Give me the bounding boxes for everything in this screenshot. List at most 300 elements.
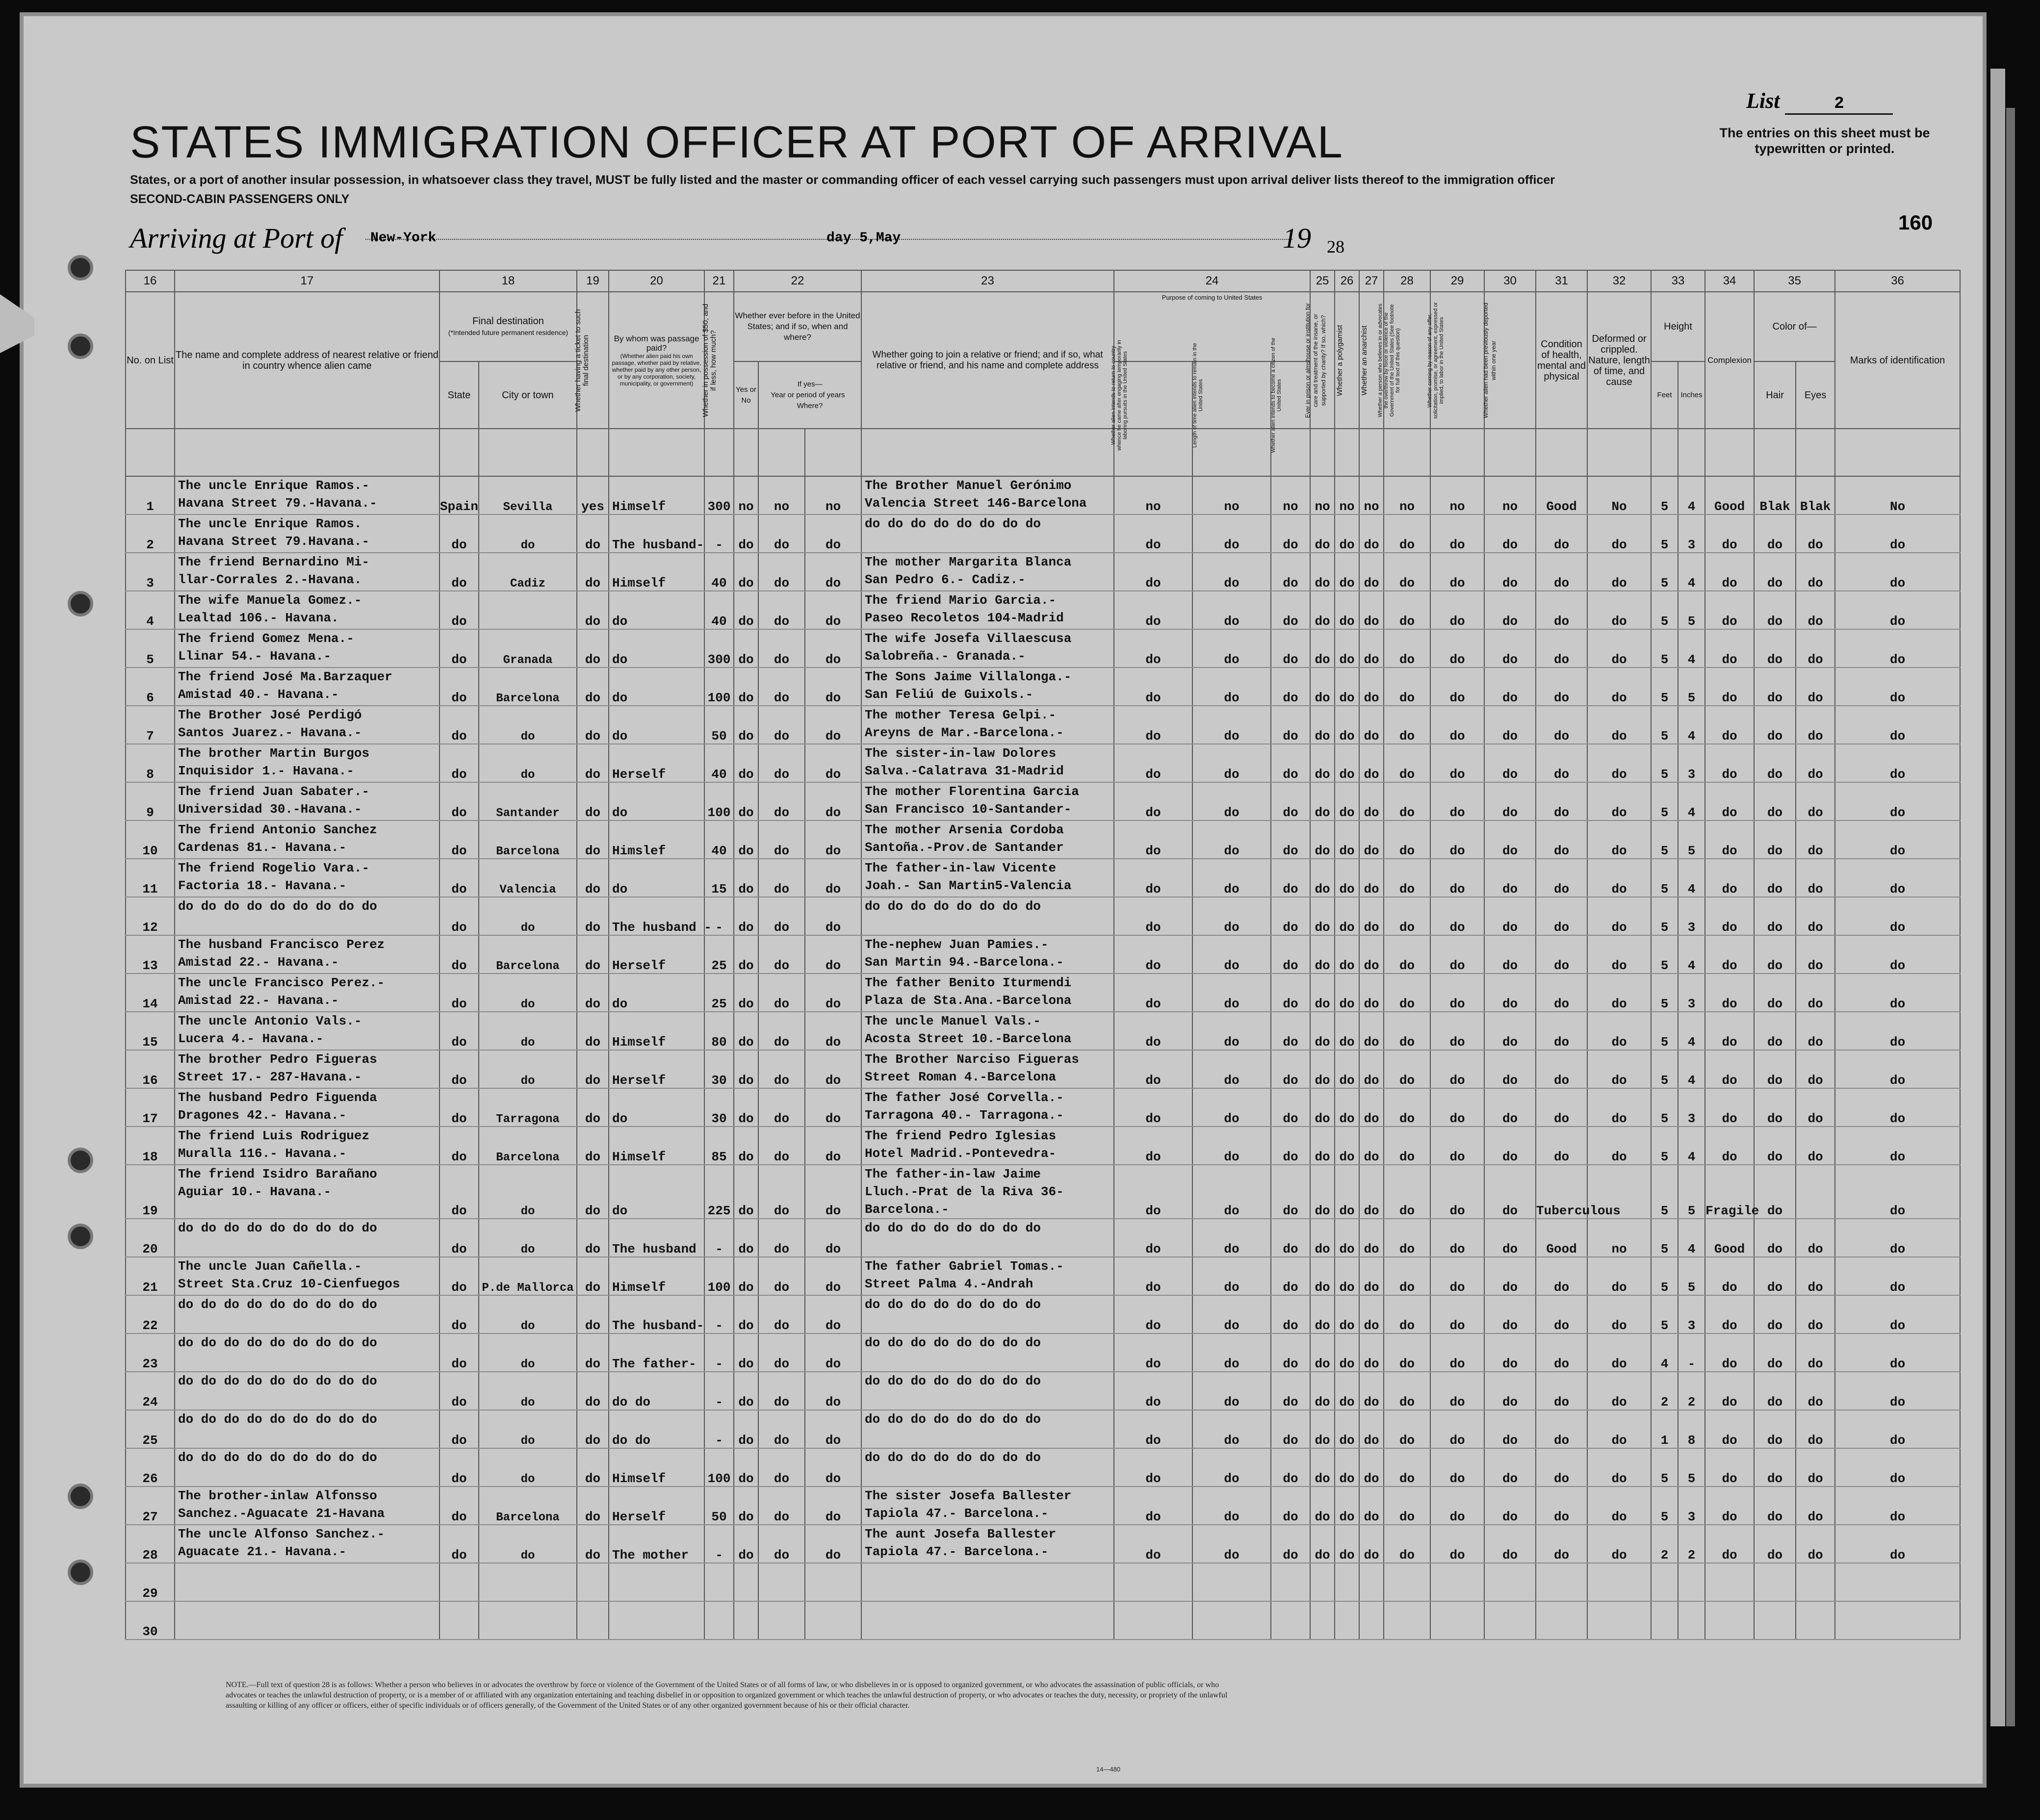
year-cell: do — [758, 782, 805, 820]
city-cell: do — [479, 1012, 577, 1050]
state-cell: do — [439, 1410, 479, 1448]
relative-cell — [175, 1295, 439, 1333]
relative-line: Lealtad 106.- Havana. — [178, 611, 339, 625]
year-suffix: 28 — [1327, 237, 1344, 256]
deformed-cell — [1587, 1601, 1651, 1640]
column-number: 19 — [577, 270, 609, 292]
relative-line: The friend Gomez Mena.- — [178, 631, 354, 646]
c28-cell: do — [1384, 667, 1430, 706]
p1-cell: do — [1114, 782, 1192, 820]
eyes-cell — [1796, 1601, 1835, 1640]
p3-cell: do — [1271, 1165, 1310, 1219]
year-cell: do — [758, 1487, 805, 1525]
page-edge — [1990, 69, 2005, 1726]
c29-cell: do — [1430, 1372, 1484, 1410]
complexion-cell: do — [1705, 1295, 1754, 1333]
eyes-cell: do — [1796, 553, 1835, 591]
where-cell: no — [805, 476, 861, 514]
ticket-cell: yes — [577, 476, 609, 514]
complexion-cell — [1705, 1563, 1754, 1601]
marks-cell: do — [1835, 1127, 1960, 1165]
deformed-cell: do — [1587, 1050, 1651, 1088]
c26-cell: do — [1335, 859, 1359, 897]
health-cell: do — [1536, 1410, 1587, 1448]
inches-cell: 3 — [1678, 974, 1705, 1012]
joining-line: Salobreña.- Granada.- — [865, 649, 1026, 664]
relative-cell — [175, 1219, 439, 1257]
state-cell: do — [439, 667, 479, 706]
state-cell: do — [439, 1487, 479, 1525]
c28-cell: do — [1384, 1333, 1430, 1372]
marks-cell: do — [1835, 1219, 1960, 1257]
marks-cell: do — [1835, 553, 1960, 591]
joining-cell — [861, 1295, 1114, 1333]
p3-cell: do — [1271, 667, 1310, 706]
p1-cell: do — [1114, 1410, 1192, 1448]
no-cell: 12 — [126, 897, 175, 935]
c26-cell: do — [1335, 1295, 1359, 1333]
c27-cell: do — [1359, 1257, 1384, 1295]
c29-cell: do — [1430, 1219, 1484, 1257]
binder-hole — [68, 1224, 93, 1249]
p2-cell: do — [1192, 1050, 1271, 1088]
p1-cell: do — [1114, 1448, 1192, 1487]
c30-cell: no — [1484, 476, 1536, 514]
year-cell: do — [758, 1333, 805, 1372]
relative-cell — [175, 1448, 439, 1487]
year-cell: do — [758, 591, 805, 629]
relative-line: do do do do do do do do do — [178, 1450, 377, 1465]
relative-line: The uncle Enrique Ramos. — [178, 516, 362, 531]
joining-line: San Pedro 6.- Cadiz.- — [865, 572, 1026, 587]
complexion-cell: do — [1705, 859, 1754, 897]
city-cell: Barcelona — [479, 820, 577, 859]
joining-line: Hotel Madrid.-Pontevedra- — [865, 1146, 1057, 1161]
inches-cell: 4 — [1678, 1012, 1705, 1050]
header-purpose-b: Length of time alien intends to remain in the United States — [1192, 361, 1271, 429]
no-cell: 29 — [126, 1563, 175, 1601]
c29-cell: do — [1430, 782, 1484, 820]
c26-cell: do — [1335, 629, 1359, 667]
no-cell: 9 — [126, 782, 175, 820]
c25-cell: do — [1310, 859, 1335, 897]
relative-line: do do do do do do do do do — [178, 1412, 377, 1427]
c27-cell: do — [1359, 591, 1384, 629]
joining-line: The mother Arsenia Cordoba — [865, 822, 1064, 837]
state-cell: do — [439, 1127, 479, 1165]
money-cell: - — [704, 1372, 734, 1410]
relative-line: The brother Pedro Figueras — [178, 1052, 377, 1067]
c30-cell: do — [1484, 553, 1536, 591]
no-cell: 28 — [126, 1525, 175, 1563]
inches-cell: 5 — [1678, 1257, 1705, 1295]
c25-cell: do — [1310, 1410, 1335, 1448]
paid-cell: Himself — [609, 1012, 704, 1050]
money-cell: 100 — [704, 667, 734, 706]
header-feet: Feet — [1651, 361, 1678, 429]
c25-cell: do — [1310, 974, 1335, 1012]
relative-cell — [175, 1601, 439, 1640]
joining-line: The father-in-law Vicente — [865, 861, 1057, 875]
c29-cell: do — [1430, 1487, 1484, 1525]
p3-cell: do — [1271, 1372, 1310, 1410]
relative-line: The friend Bernardino Mi- — [178, 555, 370, 569]
relative-line: Lucera 4.- Havana.- — [178, 1031, 324, 1046]
health-cell: do — [1536, 1448, 1587, 1487]
joining-line: San Feliú de Guixols.- — [865, 687, 1033, 702]
joining-line: San Martin 94.-Barcelona.- — [865, 955, 1064, 970]
relative-line: Cardenas 81.- Havana.- — [178, 840, 347, 855]
relative-line: The uncle Juan Cañella.- — [178, 1259, 362, 1274]
column-number: 18 — [439, 270, 577, 292]
year-cell: do — [758, 553, 805, 591]
c30-cell: do — [1484, 859, 1536, 897]
no-cell: 10 — [126, 820, 175, 859]
relative-line: Amistad 22.- Havana.- — [178, 955, 339, 970]
where-cell: do — [805, 935, 861, 974]
header-complexion: Complexion — [1705, 292, 1754, 429]
joining-line: The father Gabriel Tomas.- — [865, 1259, 1064, 1274]
ticket-cell: do — [577, 1050, 609, 1088]
header-final-destination: Final destination (*Intended future permanent residence) — [439, 292, 577, 361]
c27-cell — [1359, 1601, 1384, 1640]
city-cell: do — [479, 1295, 577, 1333]
joining-cell — [861, 974, 1114, 1012]
c27-cell: do — [1359, 706, 1384, 744]
hair-cell: do — [1754, 1088, 1796, 1127]
health-cell — [1536, 1601, 1587, 1640]
joining-cell — [861, 1448, 1114, 1487]
c28-cell: do — [1384, 859, 1430, 897]
p3-cell: do — [1271, 974, 1310, 1012]
eyes-cell: do — [1796, 1410, 1835, 1448]
marks-cell: do — [1835, 1012, 1960, 1050]
header-purpose-c: Whether alien intends to become a citizen of the United States — [1271, 361, 1310, 429]
joining-cell — [861, 476, 1114, 514]
complexion-cell: do — [1705, 514, 1754, 553]
ticket-cell: do — [577, 1410, 609, 1448]
p3-cell: do — [1271, 859, 1310, 897]
p2-cell: do — [1192, 897, 1271, 935]
no-cell: 23 — [126, 1333, 175, 1372]
header-q29: Whether coming by reason of any offer, solicitation, promise, or agreement, expressed or implied, to labor in the United States — [1430, 292, 1484, 429]
joining-line: The-nephew Juan Pamies.- — [865, 937, 1049, 952]
marks-cell: do — [1835, 1165, 1960, 1219]
c29-cell: do — [1430, 514, 1484, 553]
joining-cell — [861, 1333, 1114, 1372]
relative-cell — [175, 897, 439, 935]
marks-cell: do — [1835, 897, 1960, 935]
table-row — [126, 629, 1960, 667]
p2-cell: do — [1192, 667, 1271, 706]
c28-cell: do — [1384, 1165, 1430, 1219]
p1-cell: do — [1114, 1487, 1192, 1525]
complexion-cell: do — [1705, 667, 1754, 706]
p3-cell — [1271, 1563, 1310, 1601]
c25-cell: do — [1310, 1333, 1335, 1372]
joining-line: The uncle Manuel Vals.- — [865, 1014, 1041, 1028]
paid-cell: The husband - — [609, 897, 704, 935]
c30-cell: do — [1484, 1165, 1536, 1219]
joining-line: The aunt Josefa Ballester — [865, 1527, 1057, 1541]
header-row-top — [126, 292, 1960, 361]
city-cell: P.de Mallorca — [479, 1257, 577, 1295]
c25-cell: no — [1310, 476, 1335, 514]
relative-line: The friend Isidro Barañano — [178, 1167, 377, 1181]
c25-cell: do — [1310, 820, 1335, 859]
eyes-cell: do — [1796, 1372, 1835, 1410]
header-city: City or town — [479, 361, 577, 429]
c29-cell: do — [1430, 667, 1484, 706]
deformed-cell: do — [1587, 974, 1651, 1012]
hair-cell: do — [1754, 1372, 1796, 1410]
p3-cell: do — [1271, 1448, 1310, 1487]
state-cell: do — [439, 782, 479, 820]
where-cell: do — [805, 1165, 861, 1219]
c29-cell: do — [1430, 1012, 1484, 1050]
city-cell: Barcelona — [479, 1487, 577, 1525]
c25-cell: do — [1310, 629, 1335, 667]
column-number: 33 — [1651, 270, 1705, 292]
joining-line: do do do do do do do do — [865, 516, 1041, 531]
city-cell: do — [479, 1525, 577, 1563]
hair-cell: do — [1754, 859, 1796, 897]
deformed-cell: do — [1587, 1012, 1651, 1050]
before-cell: do — [734, 629, 758, 667]
c27-cell: do — [1359, 514, 1384, 553]
c28-cell: do — [1384, 974, 1430, 1012]
p1-cell: do — [1114, 859, 1192, 897]
money-cell: 40 — [704, 820, 734, 859]
no-cell: 5 — [126, 629, 175, 667]
table-row — [126, 706, 1960, 744]
joining-line: Santoña.-Prov.de Santander — [865, 840, 1064, 855]
year-cell: do — [758, 859, 805, 897]
p3-cell: do — [1271, 1525, 1310, 1563]
relative-cell — [175, 1333, 439, 1372]
header-money: Whether in possession of $50, and if less, how much? — [704, 292, 734, 429]
p1-cell: do — [1114, 1257, 1192, 1295]
ticket-cell: do — [577, 974, 609, 1012]
relative-cell — [175, 1525, 439, 1563]
column-number: 25 — [1310, 270, 1335, 292]
column-number: 26 — [1335, 270, 1359, 292]
eyes-cell — [1796, 1165, 1835, 1219]
ticket-cell: do — [577, 820, 609, 859]
paid-cell: do — [609, 782, 704, 820]
deformed-cell: do — [1587, 1295, 1651, 1333]
ticket-cell: do — [577, 782, 609, 820]
page-edge-shadow — [2006, 108, 2015, 1726]
year-cell: do — [758, 1448, 805, 1487]
year-cell: do — [758, 1127, 805, 1165]
where-cell: do — [805, 1127, 861, 1165]
deformed-cell: do — [1587, 1448, 1651, 1487]
paid-cell: Himself — [609, 553, 704, 591]
c27-cell — [1359, 1563, 1384, 1601]
paid-cell: Himself — [609, 1448, 704, 1487]
marks-cell: do — [1835, 591, 1960, 629]
hair-cell: do — [1754, 820, 1796, 859]
money-cell: 300 — [704, 476, 734, 514]
p2-cell — [1192, 1601, 1271, 1640]
p3-cell: do — [1271, 744, 1310, 782]
eyes-cell: do — [1796, 935, 1835, 974]
joining-line: do do do do do do do do — [865, 1335, 1041, 1350]
feet-cell — [1651, 1563, 1678, 1601]
city-cell: Barcelona — [479, 1127, 577, 1165]
money-cell: 100 — [704, 1257, 734, 1295]
where-cell: do — [805, 1295, 861, 1333]
binder-hole — [68, 1148, 93, 1173]
arrival-line — [130, 222, 1344, 256]
hair-cell: do — [1754, 974, 1796, 1012]
city-cell: Valencia — [479, 859, 577, 897]
complexion-cell: Fragile — [1705, 1165, 1754, 1219]
before-cell: do — [734, 974, 758, 1012]
c27-cell: do — [1359, 859, 1384, 897]
deformed-cell: do — [1587, 897, 1651, 935]
deformed-cell: do — [1587, 1372, 1651, 1410]
c28-cell: do — [1384, 706, 1430, 744]
relative-cell — [175, 706, 439, 744]
deformed-cell: do — [1587, 553, 1651, 591]
c30-cell: do — [1484, 1333, 1536, 1372]
marks-cell: do — [1835, 1448, 1960, 1487]
ticket-cell: do — [577, 859, 609, 897]
c28-cell: do — [1384, 1448, 1430, 1487]
c27-cell: do — [1359, 1487, 1384, 1525]
complexion-cell: do — [1705, 1127, 1754, 1165]
c25-cell: do — [1310, 1088, 1335, 1127]
joining-cell — [861, 820, 1114, 859]
no-cell: 17 — [126, 1088, 175, 1127]
c26-cell: do — [1335, 553, 1359, 591]
c29-cell: do — [1430, 859, 1484, 897]
c29-cell: do — [1430, 974, 1484, 1012]
c29-cell: do — [1430, 1127, 1484, 1165]
health-cell: Good — [1536, 1219, 1587, 1257]
c28-cell: do — [1384, 1372, 1430, 1410]
before-cell: do — [734, 897, 758, 935]
relative-line: Havana Street 79.Havana.- — [178, 534, 370, 549]
p3-cell: do — [1271, 591, 1310, 629]
health-cell: do — [1536, 859, 1587, 897]
joining-cell — [861, 1410, 1114, 1448]
c28-cell: do — [1384, 1088, 1430, 1127]
joining-line: do do do do do do do do — [865, 1221, 1041, 1235]
paid-cell: Herself — [609, 1050, 704, 1088]
paid-cell: Herself — [609, 1487, 704, 1525]
c29-cell: do — [1430, 1295, 1484, 1333]
header-hair: Hair — [1754, 361, 1796, 429]
before-cell: do — [734, 1127, 758, 1165]
c28-cell: do — [1384, 1050, 1430, 1088]
c26-cell: do — [1335, 1525, 1359, 1563]
p3-cell: do — [1271, 1219, 1310, 1257]
p1-cell: do — [1114, 1127, 1192, 1165]
relative-cell — [175, 820, 439, 859]
city-cell: do — [479, 974, 577, 1012]
c27-cell: do — [1359, 1410, 1384, 1448]
no-cell: 20 — [126, 1219, 175, 1257]
c30-cell — [1484, 1563, 1536, 1601]
state-cell — [439, 1563, 479, 1601]
inches-cell: 4 — [1678, 476, 1705, 514]
year-cell: do — [758, 629, 805, 667]
c29-cell: do — [1430, 1525, 1484, 1563]
inches-cell: 4 — [1678, 782, 1705, 820]
money-cell: 25 — [704, 935, 734, 974]
footnote: NOTE.—Full text of question 28 is as follows: Whether a person who believes in or advocates the overthrow by force or violence of the Government of the United States or of all forms of law, or who disbelieves in or is opposed to organized government, or who advocates the assassination of public officials, or who advocates or teaches the unlawful destruction of property, or is a member of or affiliated with any organization entertaining and teaching disbelief in or opposition to organized government or which teaches the unlawful destruction of property, or who advocates or teaches the duty, necessity, or propriety of the unlawful assaulting or killing of any officer or officers, either of specific individuals or of officers generally, of the Government of the United States or of any other organized government because of his or their official character. — [226, 1681, 1228, 1710]
eyes-cell: do — [1796, 1295, 1835, 1333]
health-cell: do — [1536, 629, 1587, 667]
ticket-cell: do — [577, 935, 609, 974]
relative-cell — [175, 1012, 439, 1050]
header-marks: Marks of identification — [1835, 292, 1960, 429]
marks-cell: do — [1835, 1372, 1960, 1410]
c29-cell: do — [1430, 553, 1484, 591]
c27-cell: do — [1359, 782, 1384, 820]
table-row — [126, 1257, 1960, 1295]
table-row — [126, 1372, 1960, 1410]
header-deformed: Deformed or crippled. Nature, length of time, and cause — [1587, 292, 1651, 429]
c29-cell: do — [1430, 820, 1484, 859]
p1-cell: do — [1114, 897, 1192, 935]
year-cell: do — [758, 1165, 805, 1219]
paid-cell: Himself — [609, 1127, 704, 1165]
p2-cell: do — [1192, 591, 1271, 629]
eyes-cell: do — [1796, 1525, 1835, 1563]
paid-cell: do — [609, 667, 704, 706]
paid-cell: do — [609, 629, 704, 667]
column-number: 21 — [704, 270, 734, 292]
joining-line: The mother Florentina Garcia — [865, 784, 1079, 799]
c27-cell: do — [1359, 1295, 1384, 1333]
header-height: Height — [1651, 292, 1705, 361]
eyes-cell: do — [1796, 744, 1835, 782]
c30-cell: do — [1484, 1127, 1536, 1165]
before-cell: do — [734, 744, 758, 782]
joining-line: The friend Pedro Iglesias — [865, 1128, 1057, 1143]
relative-cell — [175, 782, 439, 820]
c30-cell: do — [1484, 744, 1536, 782]
p2-cell: do — [1192, 553, 1271, 591]
c26-cell: do — [1335, 744, 1359, 782]
city-cell: do — [479, 1448, 577, 1487]
relative-line: The friend Luis Rodriguez — [178, 1128, 370, 1143]
c25-cell: do — [1310, 897, 1335, 935]
money-cell: - — [704, 1410, 734, 1448]
marks-cell: No — [1835, 476, 1960, 514]
joining-cell — [861, 667, 1114, 706]
relative-line: do do do do do do do do do — [178, 1374, 377, 1388]
column-number: 32 — [1587, 270, 1651, 292]
where-cell: do — [805, 1372, 861, 1410]
c29-cell: do — [1430, 1050, 1484, 1088]
c26-cell: do — [1335, 1487, 1359, 1525]
deformed-cell: no — [1587, 1219, 1651, 1257]
joining-cell — [861, 782, 1114, 820]
joining-cell — [861, 1601, 1114, 1640]
paid-cell — [609, 1601, 704, 1640]
p1-cell: do — [1114, 1333, 1192, 1372]
p3-cell: do — [1271, 1333, 1310, 1372]
ticket-cell: do — [577, 706, 609, 744]
form-code: 14—480 — [1096, 1766, 1121, 1773]
relative-cell — [175, 974, 439, 1012]
complexion-cell: do — [1705, 706, 1754, 744]
